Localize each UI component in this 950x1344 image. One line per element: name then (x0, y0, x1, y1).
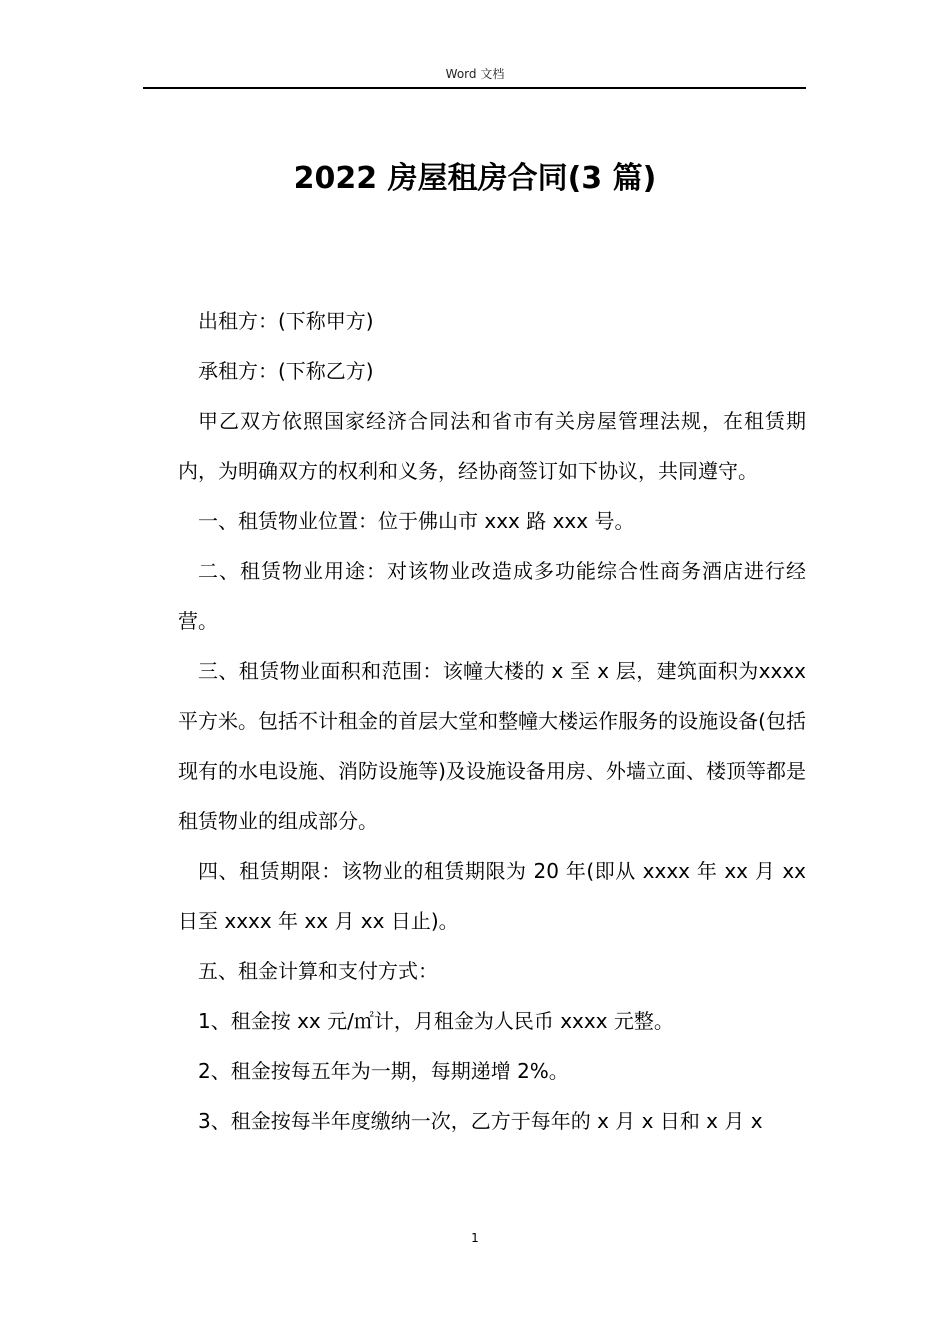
paragraph-lessee: 承租方：(下称乙方) (198, 359, 374, 383)
header-divider (143, 87, 806, 89)
paragraph-clause-usage: 二、租赁物业用途：对该物业改造成多功能综合性商务酒店进行经营。 (178, 559, 806, 633)
paragraph-lessor: 出租方：(下称甲方) (198, 309, 374, 333)
paragraph-clause-term: 四、租赁期限：该物业的租赁期限为 20 年(即从 xxxx 年 xx 月 xx日至 xxxx 年 xx 月 xx 日止)。 (178, 859, 806, 933)
paragraph-rent-item-3: 3、租金按每半年度缴纳一次，乙方于每年的 x 月 x 日和 x 月 x (198, 1109, 763, 1133)
paragraph-preamble: 甲乙双方依照国家经济合同法和省市有关房屋管理法规，在租赁期内，为明确双方的权利和义务，经协商签订如下协议，共同遵守。 (178, 409, 806, 483)
paragraph-rent-item-1: 1、租金按 xx 元/㎡计，月租金为人民币 xxxx 元整。 (198, 1009, 674, 1033)
paragraph-clause-rent: 五、租金计算和支付方式： (198, 959, 438, 983)
paragraph-clause-area: 三、租赁物业面积和范围：该幢大楼的 x 至 x 层，建筑面积为xxxx 平方米。包括不计租金的首层大堂和整幢大楼运作服务的设施设备(包括现有的水电设施、消防设施等)及设施设备用房、外墙立面、楼顶等都是租赁物业的组成部分。 (178, 659, 806, 833)
document-body (178, 296, 806, 1146)
paragraph-rent-item-2: 2、租金按每五年为一期，每期递增 2%。 (198, 1059, 569, 1083)
document-title: 2022 房屋租房合同(3 篇) (293, 161, 657, 196)
paragraph-clause-location: 一、租赁物业位置：位于佛山市 xxx 路 xxx 号。 (198, 509, 635, 533)
page-header-label: Word 文档 (445, 67, 505, 81)
page-number: 1 (471, 1231, 479, 1245)
